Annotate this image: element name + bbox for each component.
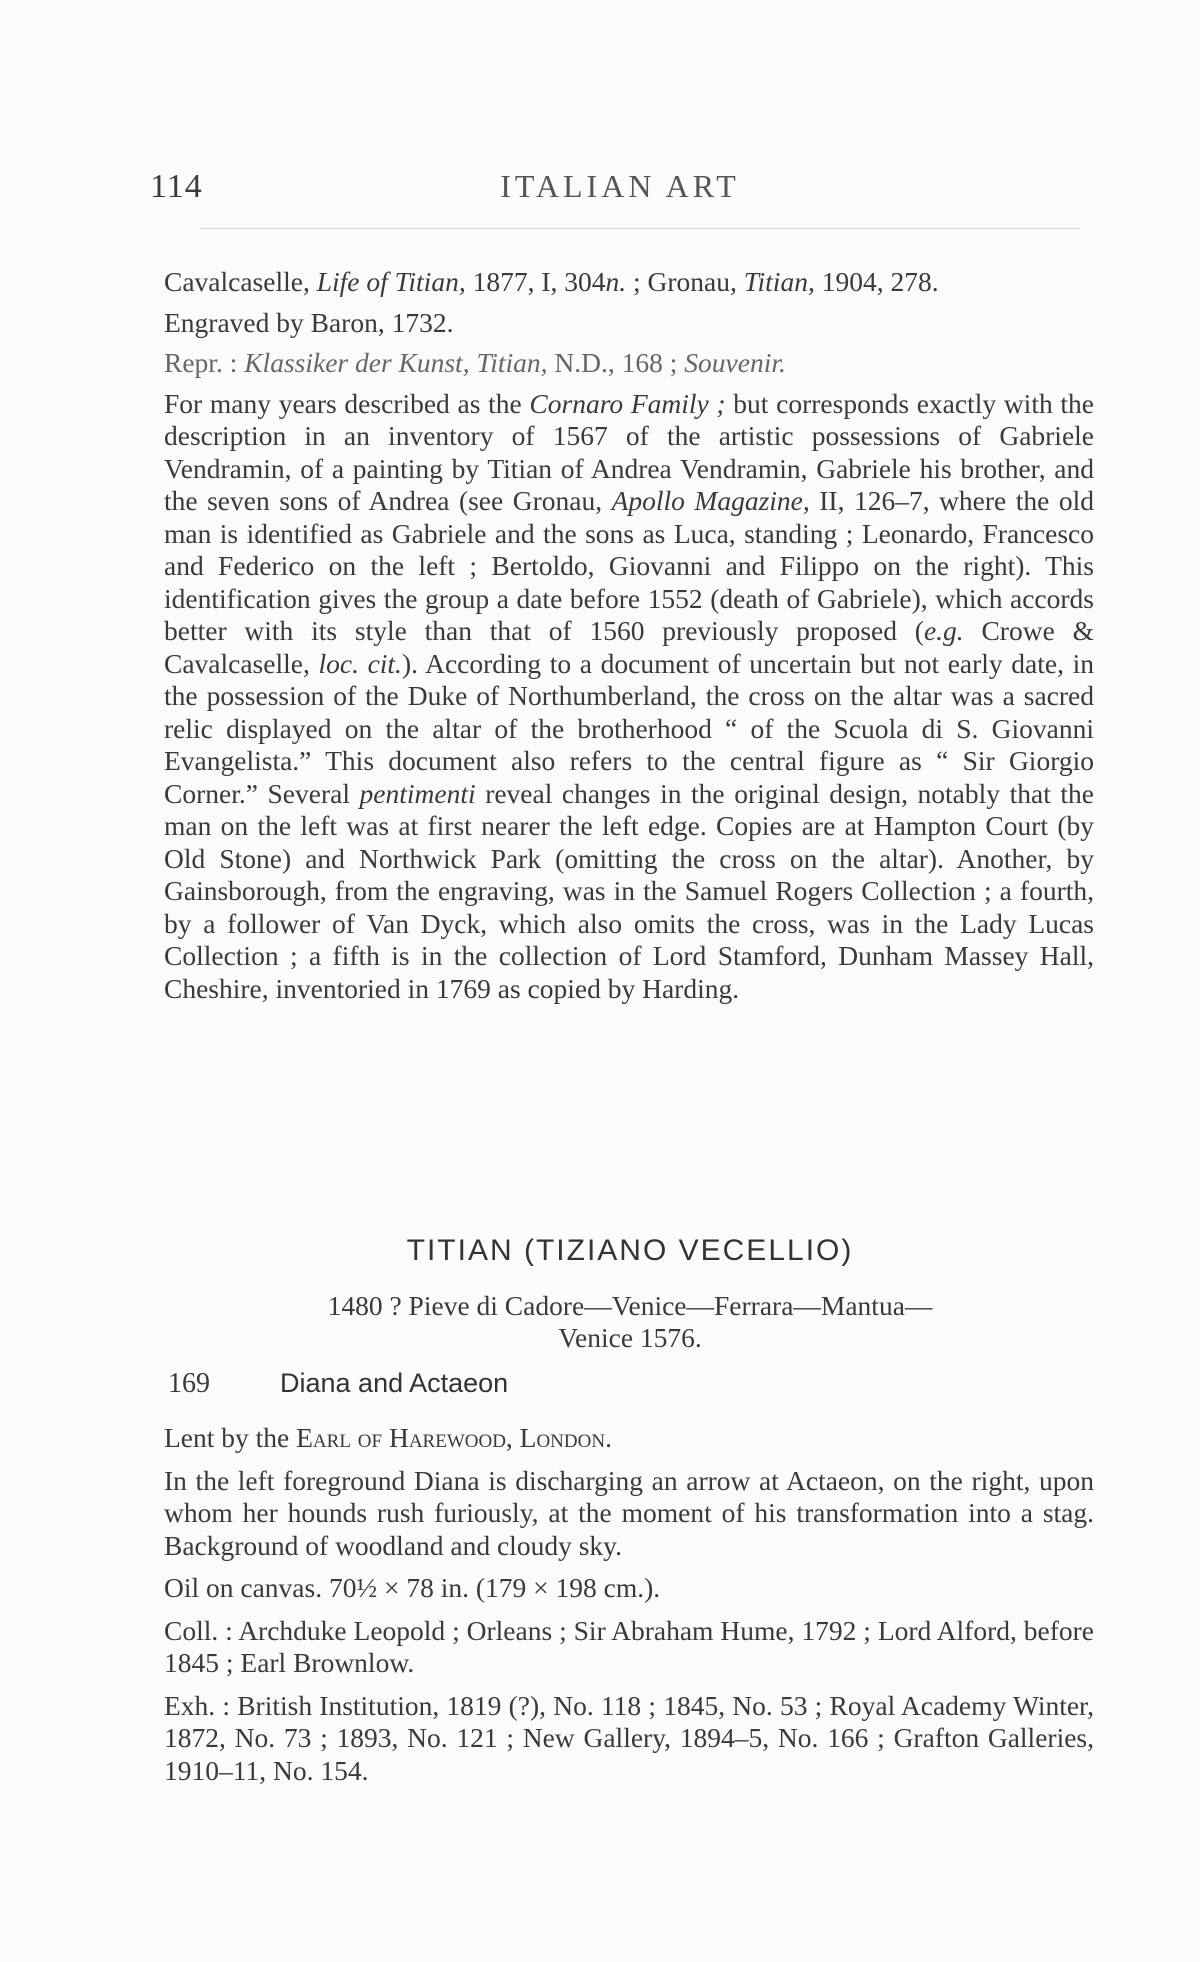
- entry-body: [164, 1422, 1094, 1787]
- artist-heading: TITIAN (TIZIANO VECELLIO): [406, 1234, 854, 1267]
- artist-dates: [150, 1290, 1110, 1354]
- entry-number: 169: [168, 1368, 210, 1399]
- entry-medium: Oil on canvas. 70½ × 78 in. (179 × 198 cm.).: [164, 1572, 661, 1603]
- artist-dates-line: Venice 1576.: [558, 1322, 702, 1353]
- entry-description: In the left foreground Diana is discharging an arrow at Actaeon, on the right, upon whom her hounds rush furiously, at the moment of his transformation into a stag. Background of woodland and cloudy sky.: [164, 1464, 1094, 1561]
- entry-heading: [168, 1368, 508, 1400]
- running-head: ITALIAN ART: [500, 168, 740, 204]
- artist-dates-line: 1480 ? Pieve di Cadore—Venice—Ferrara—Mantua—: [327, 1290, 933, 1321]
- previous-entry: [164, 266, 1094, 1005]
- entry-collections: Coll. : Archduke Leopold ; Orleans ; Sir Abraham Hume, 1792 ; Lord Alford, before 1845 ; Earl Brownlow.: [164, 1614, 1094, 1678]
- entry-exhibitions: Exh. : British Institution, 1819 (?), No. 118 ; 1845, No. 53 ; Royal Academy Winter, 1872, No. 73 ; 1893, No. 121 ; New Gallery, 1894–5, No. 166 ; Grafton Galleries, 1910–11, No. 154.: [164, 1689, 1094, 1786]
- engraved-paragraph: Engraved by Baron, 1732.: [164, 306, 454, 338]
- entry-title: Diana and Actaeon: [280, 1368, 509, 1398]
- literature-paragraph: Cavalcaselle, Life of Titian, 1877, I, 304n. ; Gronau, Titian, 1904, 278.: [164, 266, 939, 297]
- page-number: 114: [150, 168, 203, 205]
- description-paragraph: For many years described as the Cornaro Family ; but corresponds exactly with the description in an inventory of 1567 of the artistic possessions of Gabriele Vendramin, of a painting by Titian of Andrea Vendramin, Gabriele his brother, and the seven sons of Andrea (see Gronau, Apollo Magazine, II, 126–7, where the old man is identified as Gabriele and the sons as Luca, standing ; Leonardo, Francesco and Federico on the left ; Bertoldo, Giovanni and Filippo on the right). This identification gives the group a date before 1552 (death of Gabriele), which accords better with its style than that of 1560 previously proposed (e.g. Crowe & Cavalcaselle, loc. cit.). According to a document of uncertain but not early date, in the possession of the Duke of Northumberland, the cross on the altar was a sacred relic displayed on the altar of the brotherhood “ of the Scuola di S. Giovanni Evangelista.” This document also refers to the central figure as “ Sir Giorgio Corner.” Several pentimenti reveal changes in the original design, notably that the man on the left was at first nearer the left edge. Copies are at Hampton Court (by Old Stone) and Northwick Park (omitting the cross on the altar). Another, by Gainsborough, from the engraving, was in the Samuel Rogers Collection ; a fourth, by a follower of Van Dyck, which also omits the cross, was in the Lady Lucas Collection ; a fifth is in the collection of Lord Stamford, Dunham Massey Hall, Cheshire, inventoried in 1769 as copied by Harding.: [164, 387, 1095, 1004]
- lender-name: Earl of Harewood, London.: [296, 1422, 612, 1453]
- header-rule: [200, 228, 1080, 229]
- reproductions-paragraph: Repr. : Klassiker der Kunst, Titian, N.D., 168 ; Souvenir.: [164, 347, 786, 378]
- page-header: [150, 168, 1090, 208]
- lender-paragraph: Lent by the Earl of Harewood, London.: [164, 1422, 612, 1453]
